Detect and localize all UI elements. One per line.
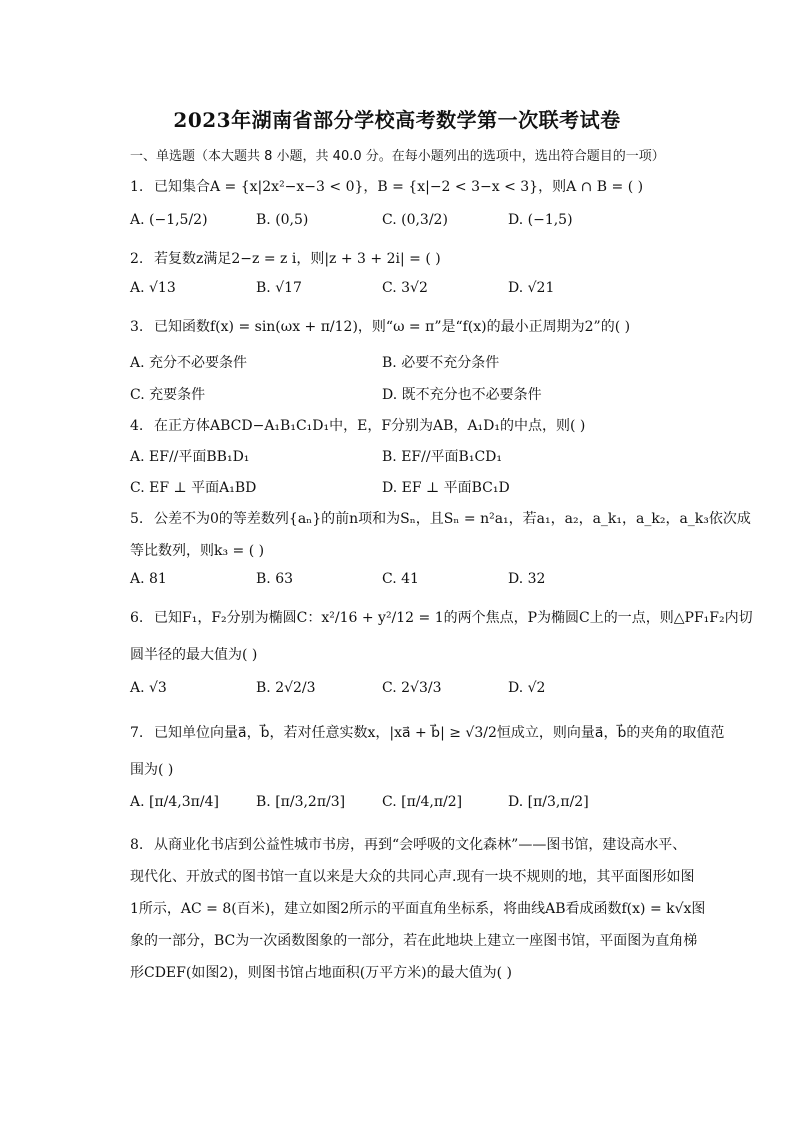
question-line: 形CDEF(如图2)，则图书馆占地面积(万平方米)的最大值为( ) xyxy=(130,965,512,981)
question-text: 已知函数f(x) = sin(ωx + π/12)，则“ω = π”是“f(x)的最小正周期为2”的( ) xyxy=(154,319,631,335)
question-8 xyxy=(130,834,686,854)
question-number: 4. xyxy=(130,418,144,434)
option-b: B. 63 xyxy=(256,571,294,587)
option-a: A. EF//平面BB₁D₁ xyxy=(130,449,250,465)
option-d: D. √2 xyxy=(508,680,546,696)
question-continuation: 等比数列，则k₃ = ( ) xyxy=(130,543,265,559)
option-b: B. EF//平面B₁CD₁ xyxy=(382,449,503,465)
question-5 xyxy=(130,508,751,528)
option-b: B. [π/3,2π/3] xyxy=(256,794,346,810)
option-d: D. 32 xyxy=(508,571,546,587)
option-a: A. √3 xyxy=(130,680,167,696)
question-line: 象的一部分，BC为一次函数图象的一部分，若在此地块上建立一座图书馆，平面图为直角梯 xyxy=(130,933,698,949)
question-2 xyxy=(130,248,441,268)
option-c: C. EF ⊥ 平面A₁BD xyxy=(130,480,257,496)
question-number: 5. xyxy=(130,511,144,527)
question-continuation: 圆半径的最大值为( ) xyxy=(130,647,258,663)
option-d: D. √21 xyxy=(508,280,555,296)
question-number: 3. xyxy=(130,319,144,335)
question-number: 7. xyxy=(130,725,144,741)
question-text: 已知单位向量a⃗，b⃗，若对任意实数x，|xa⃗ + b⃗| ≥ √3/2恒成立，则向量a⃗，b⃗的夹角的取值范 xyxy=(154,725,725,741)
question-number: 2. xyxy=(130,251,144,267)
option-a: A. √13 xyxy=(130,280,176,296)
option-c: C. 3√2 xyxy=(382,280,428,296)
option-b: B. 必要不充分条件 xyxy=(382,355,500,371)
question-3 xyxy=(130,316,630,336)
option-d: D. [π/3,π/2] xyxy=(508,794,589,810)
question-text: 已知集合A = {x|2x²−x−3 < 0}，B = {x|−2 < 3−x < 3}，则A ∩ B = ( ) xyxy=(154,179,644,195)
question-4 xyxy=(130,415,585,435)
question-text: 从商业化书店到公益性城市书房，再到“会呼吸的文化森林”——图书馆，建设高水平、 xyxy=(154,837,687,853)
question-text: 在正方体ABCD−A₁B₁C₁D₁中，E，F分别为AB，A₁D₁的中点，则( ) xyxy=(154,418,586,434)
question-number: 6. xyxy=(130,610,144,626)
option-d: D. (−1,5) xyxy=(508,212,573,228)
question-line: 现代化、开放式的图书馆一直以来是大众的共同心声.现有一块不规则的地，其平面图形如图 xyxy=(130,869,695,885)
option-c: C. 2√3/3 xyxy=(382,680,442,696)
question-continuation: 围为( ) xyxy=(130,762,174,778)
option-c: C. 充要条件 xyxy=(130,387,206,403)
question-line: 1所示，AC = 8(百米)，建立如图2所示的平面直角坐标系，将曲线AB看成函数f(x) = k√x图 xyxy=(130,901,706,917)
question-number: 8. xyxy=(130,837,144,853)
option-a: A. (−1,5/2) xyxy=(130,212,208,228)
option-c: C. 41 xyxy=(382,571,419,587)
question-6 xyxy=(130,607,753,627)
option-d: D. EF ⊥ 平面BC₁D xyxy=(382,480,510,496)
option-d: D. 既不充分也不必要条件 xyxy=(382,387,542,403)
question-text: 已知F₁，F₂分别为椭圆C：x²/16 + y²/12 = 1的两个焦点，P为椭圆C上的一点，则△PF₁F₂内切 xyxy=(154,610,753,626)
option-b: B. (0,5) xyxy=(256,212,309,228)
question-number: 1. xyxy=(130,179,144,195)
page-title: 2023年湖南省部分学校高考数学第一次联考试卷 xyxy=(173,108,621,132)
option-c: C. (0,3/2) xyxy=(382,212,448,228)
question-text: 若复数z满足2−z = z i，则|z + 3 + 2i| = ( ) xyxy=(154,251,441,267)
question-7 xyxy=(130,722,724,742)
option-a: A. 81 xyxy=(130,571,167,587)
option-a: A. 充分不必要条件 xyxy=(130,355,248,371)
option-a: A. [π/4,3π/4] xyxy=(130,794,219,810)
option-c: C. [π/4,π/2] xyxy=(382,794,463,810)
option-b: B. √17 xyxy=(256,280,302,296)
question-1 xyxy=(130,176,643,196)
option-b: B. 2√2/3 xyxy=(256,680,316,696)
section-heading: 一、单选题（本大题共 8 小题，共 40.0 分。在每小题列出的选项中，选出符合题目的一项） xyxy=(130,149,665,164)
question-text: 公差不为0的等差数列{aₙ}的前n项和为Sₙ，且Sₙ = n²a₁，若a₁，a₂，a_k₁，a_k₂，a_k₃依次成 xyxy=(154,511,751,527)
